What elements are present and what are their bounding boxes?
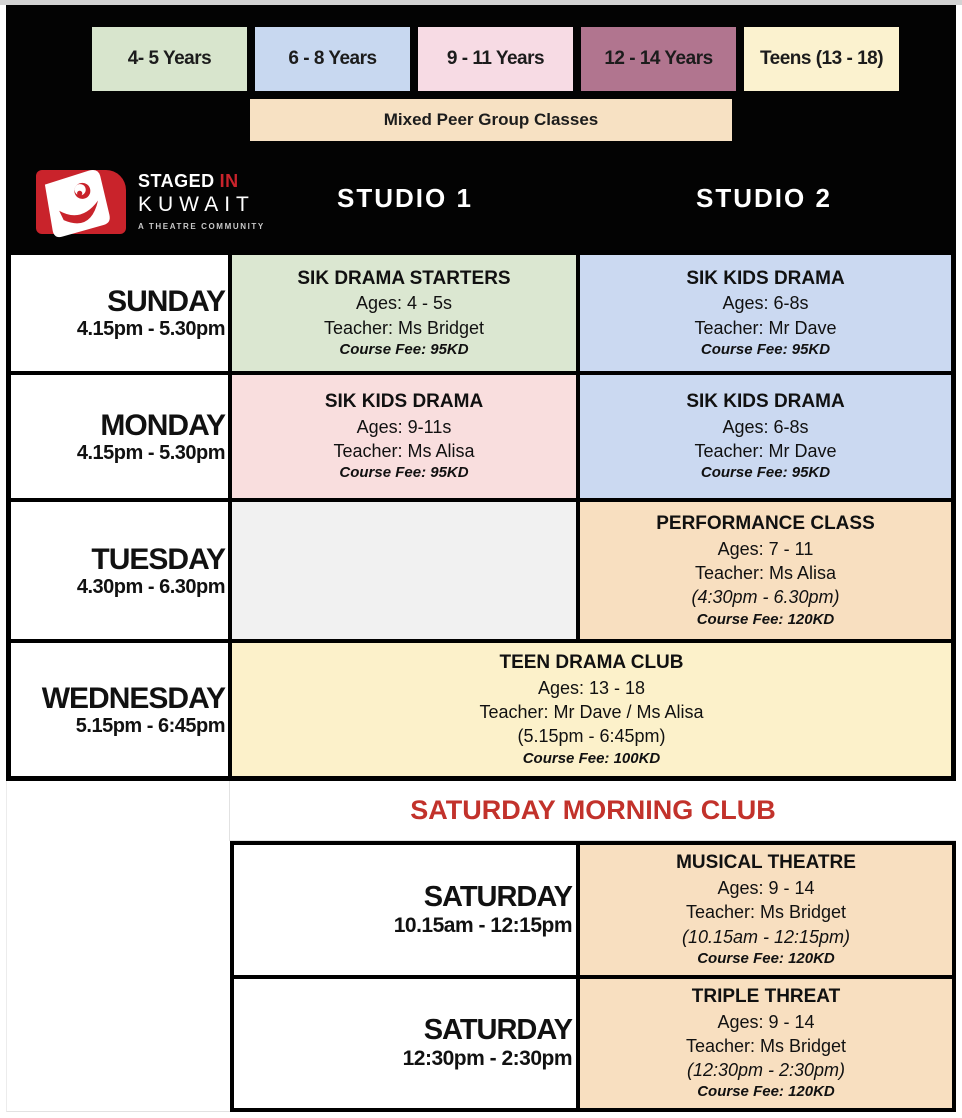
- legend-mixed-peer-group: Mixed Peer Group Classes: [250, 99, 732, 141]
- class-session-time: (12:30pm - 2:30pm): [686, 1060, 846, 1081]
- studio-1-header: STUDIO 1: [337, 183, 473, 213]
- day-cell-saturday-midday: [234, 979, 576, 1109]
- day-time: 4.30pm - 6.30pm: [76, 575, 225, 598]
- class-ages: Ages: 6-8s: [722, 416, 809, 437]
- saturday-club-section: [6, 781, 956, 1112]
- logo-name-in: IN: [219, 171, 239, 191]
- class-ages: Ages: 4 - 5s: [355, 293, 453, 314]
- legend-4-5-years: 4- 5 Years: [92, 27, 247, 91]
- class-session-time: (10.15am - 12:15pm): [681, 926, 851, 947]
- logo-tagline: A THEATRE COMMUNITY: [138, 222, 265, 231]
- staged-in-kuwait-logo: [36, 168, 265, 240]
- class-cell-triple-threat: [580, 979, 952, 1109]
- day-cell-tuesday: [11, 502, 228, 639]
- class-title: TRIPLE THREAT: [691, 985, 841, 1007]
- class-cell-sunday-studio2: [580, 255, 951, 371]
- class-cell-wednesday-both-studios: [232, 643, 951, 776]
- legend-12-14-years: 12 - 14 Years: [581, 27, 736, 91]
- class-teacher: Teacher: Ms Alisa: [694, 563, 837, 584]
- class-fee: Course Fee: 100KD: [522, 749, 661, 767]
- class-ages: Ages: 9-11s: [356, 416, 452, 437]
- class-cell-sunday-studio1: [232, 255, 576, 371]
- class-fee: Course Fee: 95KD: [700, 340, 831, 358]
- class-cell-tuesday-studio2: [580, 502, 951, 639]
- logo-name-staged: STAGED: [138, 171, 215, 191]
- day-cell-sunday: [11, 255, 228, 371]
- theatre-mask-icon: [36, 170, 126, 234]
- day-time: 10.15am - 12:15pm: [393, 913, 572, 937]
- class-title: SIK KIDS DRAMA: [686, 267, 845, 289]
- class-fee: Course Fee: 95KD: [339, 340, 469, 358]
- empty-left-cell: [6, 976, 230, 1112]
- class-title: PERFORMANCE CLASS: [656, 513, 875, 535]
- class-fee: Course Fee: 120KD: [696, 610, 835, 628]
- class-ages: Ages: 9 - 14: [717, 878, 815, 898]
- class-teacher: Teacher: Mr Dave / Ms Alisa: [479, 702, 704, 723]
- class-teacher: Teacher: Ms Alisa: [333, 441, 475, 462]
- class-session-time: (5.15pm - 6:45pm): [517, 726, 666, 747]
- class-cell-musical-theatre: [580, 845, 952, 975]
- class-title: SIK KIDS DRAMA: [324, 391, 484, 413]
- saturday-sessions-table: [230, 841, 956, 1112]
- age-group-legend: [92, 27, 899, 91]
- day-cell-monday: [11, 375, 228, 498]
- class-title: SIK DRAMA STARTERS: [297, 267, 511, 289]
- day-name: SATURDAY: [423, 1014, 572, 1047]
- header-band: [6, 5, 956, 250]
- class-fee: Course Fee: 120KD: [697, 1083, 835, 1101]
- weekday-schedule-table: [6, 250, 956, 781]
- class-teacher: Teacher: Mr Dave: [694, 441, 837, 462]
- class-teacher: Teacher: Ms Bridget: [685, 902, 847, 923]
- empty-cell-tuesday-studio1: [232, 502, 576, 639]
- day-time: 4.15pm - 5.30pm: [76, 441, 225, 464]
- class-cell-monday-studio1: [232, 375, 576, 498]
- empty-left-cell: [6, 781, 230, 841]
- class-ages: Ages: 6-8s: [722, 293, 809, 314]
- class-fee: Course Fee: 120KD: [697, 949, 835, 967]
- day-name: MONDAY: [100, 408, 225, 442]
- class-title: TEEN DRAMA CLUB: [499, 652, 684, 674]
- class-fee: Course Fee: 95KD: [700, 464, 831, 482]
- class-cell-monday-studio2: [580, 375, 951, 498]
- day-time: 12:30pm - 2:30pm: [402, 1047, 572, 1071]
- legend-6-8-years: 6 - 8 Years: [255, 27, 410, 91]
- day-cell-wednesday: [11, 643, 228, 776]
- class-title: MUSICAL THEATRE: [676, 852, 856, 874]
- logo-name-kuwait: KUWAIT: [138, 193, 255, 216]
- class-title: SIK KIDS DRAMA: [686, 391, 845, 413]
- day-name: SUNDAY: [107, 285, 225, 318]
- day-name: SATURDAY: [423, 880, 572, 913]
- studio-2-header: STUDIO 2: [696, 183, 832, 213]
- class-ages: Ages: 7 - 11: [717, 538, 814, 559]
- day-cell-saturday-morning: [234, 845, 576, 975]
- legend-teens-13-18: Teens (13 - 18): [744, 27, 899, 91]
- class-ages: Ages: 9 - 14: [717, 1011, 815, 1032]
- day-name: WEDNESDAY: [41, 681, 225, 715]
- day-time: 5.15pm - 6:45pm: [75, 714, 225, 737]
- class-fee: Course Fee: 95KD: [339, 464, 469, 482]
- class-ages: Ages: 13 - 18: [537, 677, 646, 698]
- class-teacher: Teacher: Ms Bridget: [323, 317, 485, 338]
- day-time: 4.15pm - 5.30pm: [76, 318, 225, 340]
- class-teacher: Teacher: Mr Dave: [694, 317, 837, 338]
- saturday-club-heading: SATURDAY MORNING CLUB: [230, 781, 956, 841]
- class-teacher: Teacher: Ms Bridget: [685, 1035, 847, 1056]
- day-name: TUESDAY: [91, 542, 225, 576]
- legend-9-11-years: 9 - 11 Years: [418, 27, 573, 91]
- class-session-time: (4:30pm - 6.30pm): [691, 587, 840, 608]
- empty-left-cell: [6, 841, 230, 976]
